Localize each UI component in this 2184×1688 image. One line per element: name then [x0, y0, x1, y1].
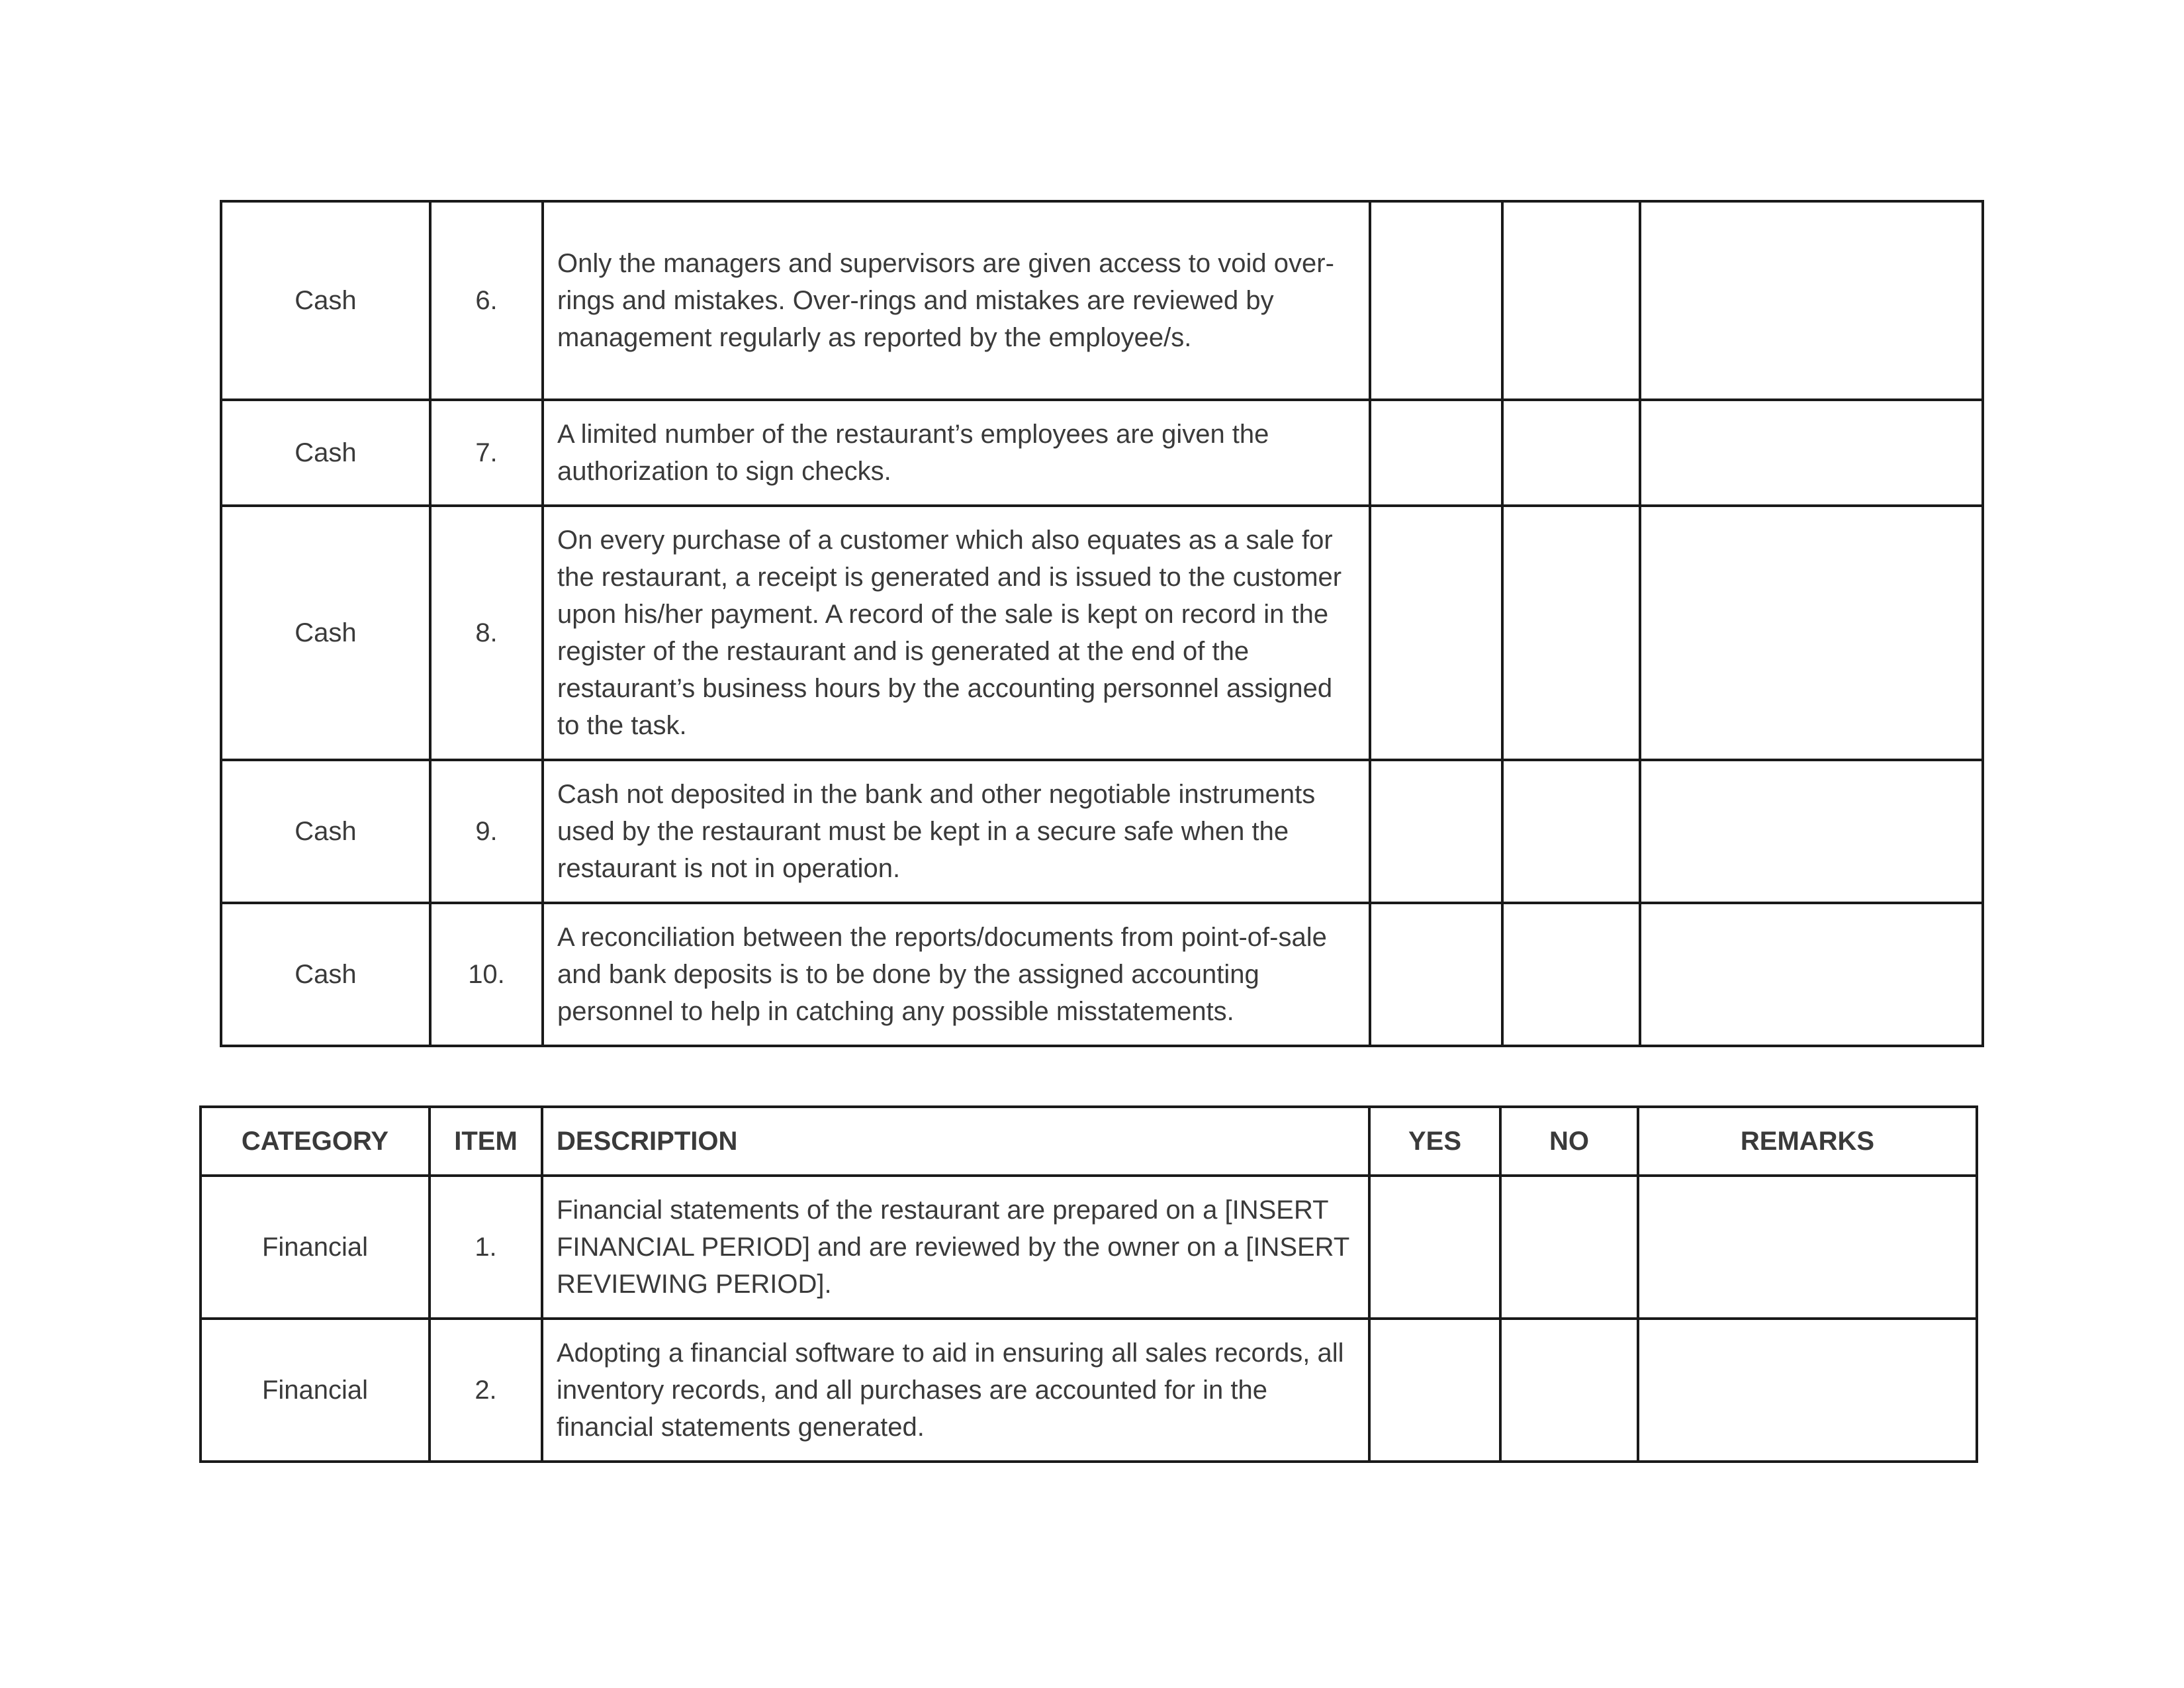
category-cell: Cash	[221, 400, 430, 506]
category-cell: Financial	[201, 1319, 430, 1462]
remarks-header: REMARKS	[1638, 1107, 1977, 1176]
item-number-cell: 7.	[430, 400, 543, 506]
description-header: DESCRIPTION	[542, 1107, 1369, 1176]
remarks-cell[interactable]	[1640, 760, 1983, 903]
table-header-row	[201, 1107, 1977, 1176]
remarks-cell[interactable]	[1640, 903, 1983, 1046]
description-cell: A reconciliation between the reports/documents from point-of-sale and bank deposits is to be done by the assigned accounting personnel to help in catching any possible misstatements.	[543, 903, 1370, 1046]
item-number-cell: 6.	[430, 201, 543, 400]
category-cell: Financial	[201, 1176, 430, 1319]
remarks-cell[interactable]	[1640, 400, 1983, 506]
table-row	[221, 903, 1983, 1046]
table-row	[221, 760, 1983, 903]
table-row	[221, 201, 1983, 400]
yes-cell[interactable]	[1370, 760, 1502, 903]
financial-controls-table	[199, 1105, 1978, 1463]
description-cell: Financial statements of the restaurant are prepared on a [INSERT FINANCIAL PERIOD] and are reviewed by the owner on a [INSERT REVIEWING PERIOD].	[542, 1176, 1369, 1319]
description-cell: Only the managers and supervisors are given access to void over-rings and mistakes. Over-rings and mistakes are reviewed by management regularly as reported by the employee/s.	[543, 201, 1370, 400]
category-header: CATEGORY	[201, 1107, 430, 1176]
yes-cell[interactable]	[1369, 1319, 1500, 1462]
item-number-cell: 8.	[430, 506, 543, 760]
remarks-cell[interactable]	[1640, 201, 1983, 400]
no-header: NO	[1500, 1107, 1638, 1176]
remarks-cell[interactable]	[1640, 506, 1983, 760]
yes-header: YES	[1369, 1107, 1500, 1176]
yes-cell[interactable]	[1370, 506, 1502, 760]
table-row	[201, 1319, 1977, 1462]
no-cell[interactable]	[1502, 201, 1640, 400]
description-cell: Adopting a financial software to aid in ensuring all sales records, all inventory records, and all purchases are accounted for in the financial statements generated.	[542, 1319, 1369, 1462]
remarks-cell[interactable]	[1638, 1319, 1977, 1462]
remarks-cell[interactable]	[1638, 1176, 1977, 1319]
item-header: ITEM	[430, 1107, 542, 1176]
category-cell: Cash	[221, 903, 430, 1046]
description-cell: On every purchase of a customer which also equates as a sale for the restaurant, a receipt is generated and is issued to the customer upon his/her payment. A record of the sale is kept on record in the register of the restaurant and is generated at the end of the restaurant’s business hours by the accounting personnel assigned to the task.	[543, 506, 1370, 760]
yes-cell[interactable]	[1369, 1176, 1500, 1319]
item-number-cell: 10.	[430, 903, 543, 1046]
no-cell[interactable]	[1502, 506, 1640, 760]
no-cell[interactable]	[1500, 1319, 1638, 1462]
no-cell[interactable]	[1502, 760, 1640, 903]
no-cell[interactable]	[1502, 400, 1640, 506]
category-cell: Cash	[221, 201, 430, 400]
table-row	[201, 1176, 1977, 1319]
table-row	[221, 506, 1983, 760]
item-number-cell: 2.	[430, 1319, 542, 1462]
category-cell: Cash	[221, 506, 430, 760]
yes-cell[interactable]	[1370, 201, 1502, 400]
category-cell: Cash	[221, 760, 430, 903]
yes-cell[interactable]	[1370, 400, 1502, 506]
item-number-cell: 1.	[430, 1176, 542, 1319]
cash-controls-table	[220, 200, 1984, 1047]
table-row	[221, 400, 1983, 506]
item-number-cell: 9.	[430, 760, 543, 903]
no-cell[interactable]	[1502, 903, 1640, 1046]
yes-cell[interactable]	[1370, 903, 1502, 1046]
description-cell: Cash not deposited in the bank and other negotiable instruments used by the restaurant must be kept in a secure safe when the restaurant is not in operation.	[543, 760, 1370, 903]
description-cell: A limited number of the restaurant’s employees are given the authorization to sign checks.	[543, 400, 1370, 506]
no-cell[interactable]	[1500, 1176, 1638, 1319]
